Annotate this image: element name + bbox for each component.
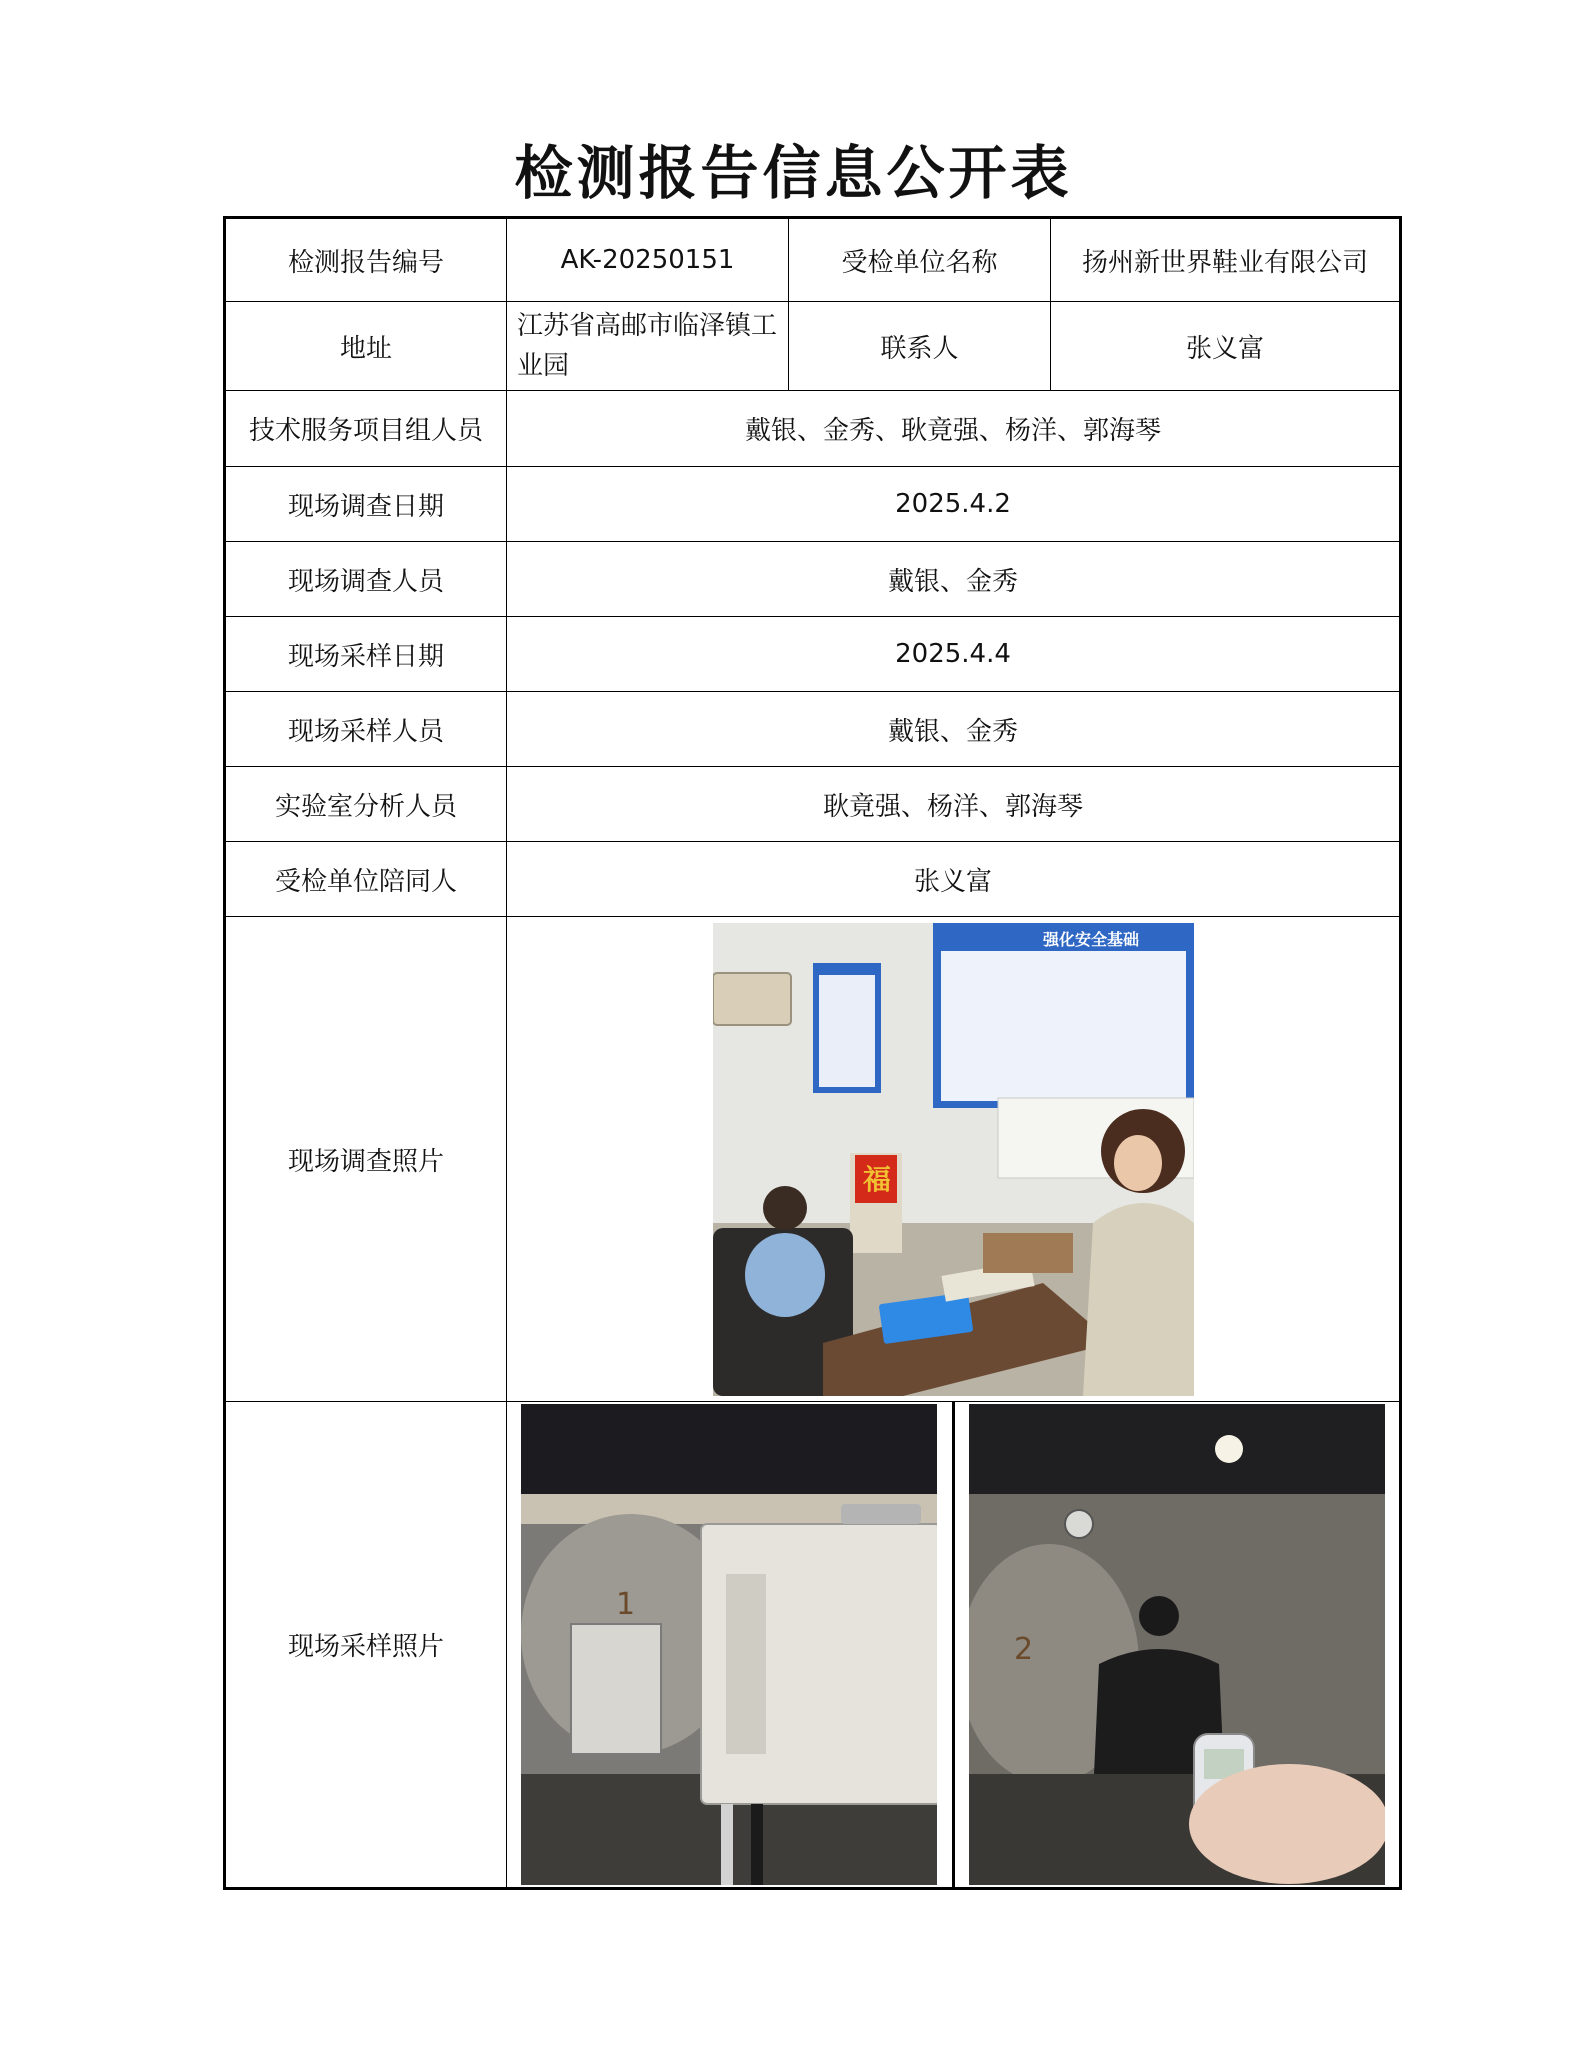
contact-label: 联系人 [789,302,1051,391]
table-row [225,542,1401,617]
address-value: 江苏省高邮市临泽镇工业园 [507,302,789,391]
page-title: 检测报告信息公开表 [514,139,1073,207]
report-no-label: 检测报告编号 [225,218,507,302]
boiler-number: 2 [1013,1632,1033,1667]
sampling-photo-1 [521,1404,937,1885]
survey-date-label: 现场调查日期 [225,467,507,542]
company-value: 扬州新世界鞋业有限公司 [1051,218,1401,302]
table-row [225,391,1401,467]
team-value: 戴银、金秀、耿竟强、杨洋、郭海琴 [507,391,1401,467]
lab-staff-label: 实验室分析人员 [225,767,507,842]
survey-photo-cell [507,917,1401,1402]
boiler-number: 1 [616,1587,636,1622]
survey-photo-label: 现场调查照片 [225,917,507,1402]
table-row [225,218,1401,302]
team-label: 技术服务项目组人员 [225,391,507,467]
office-survey-photo [713,923,1194,1396]
company-label: 受检单位名称 [789,218,1051,302]
sampling-photo-2 [969,1404,1385,1885]
sampling-photo-cell [507,1402,1401,1889]
table-row [225,842,1401,917]
address-label: 地址 [225,302,507,391]
survey-staff-value: 戴银、金秀 [507,542,1401,617]
sampling-date-label: 现场采样日期 [225,617,507,692]
sampling-staff-label: 现场采样人员 [225,692,507,767]
table-row [225,1402,1401,1889]
report-no-value: AK-20250151 [507,218,789,302]
escort-label: 受检单位陪同人 [225,842,507,917]
table-row [225,917,1401,1402]
table-row [225,467,1401,542]
sampling-date-value: 2025.4.4 [507,617,1401,692]
table-row [225,767,1401,842]
table-row [225,302,1401,391]
contact-value: 张义富 [1051,302,1401,391]
report-table [223,216,1402,1890]
survey-date-value: 2025.4.2 [507,467,1401,542]
table-row [225,617,1401,692]
table-row [225,692,1401,767]
sampling-photo-label: 现场采样照片 [225,1402,507,1889]
fu-character: 福 [862,1162,891,1196]
escort-value: 张义富 [507,842,1401,917]
sampling-staff-value: 戴银、金秀 [507,692,1401,767]
lab-staff-value: 耿竟强、杨洋、郭海琴 [507,767,1401,842]
survey-staff-label: 现场调查人员 [225,542,507,617]
poster-heading: 强化安全基础 [1042,929,1139,949]
